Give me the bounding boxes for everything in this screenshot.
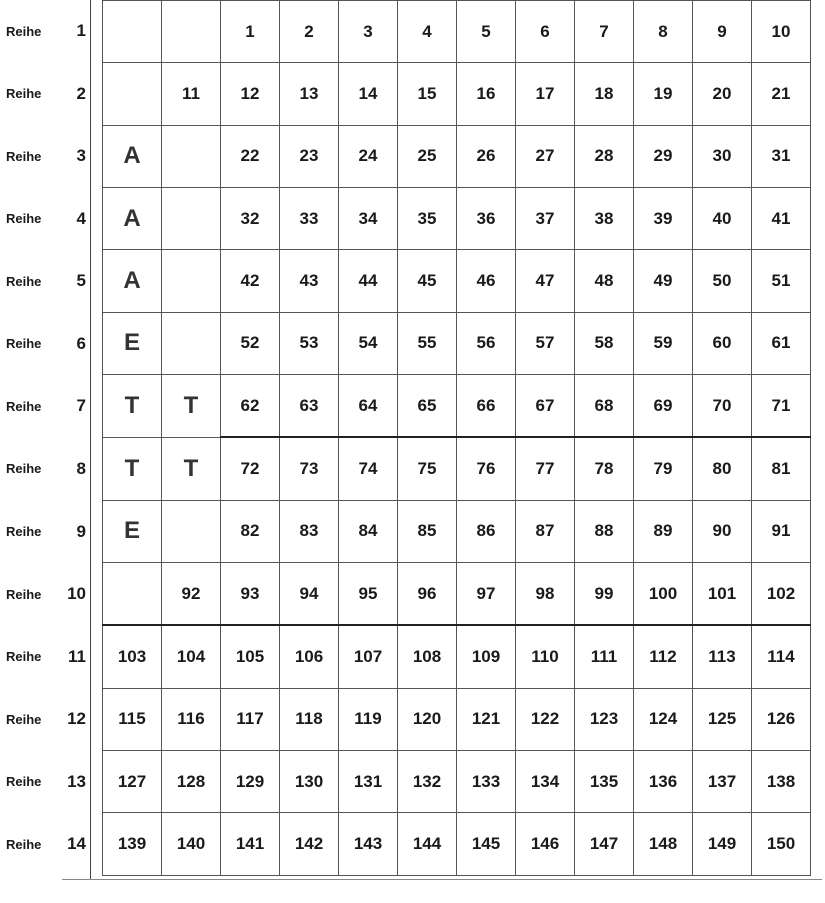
row-label	[0, 626, 92, 688]
seat-number-cell: 144	[398, 813, 457, 876]
row-label	[0, 125, 92, 187]
seat-number-cell: 103	[103, 625, 162, 688]
letter-cell: T	[103, 375, 162, 438]
seat-number-cell: 97	[457, 563, 516, 626]
seat-number-cell: 104	[162, 625, 221, 688]
seat-number-cell: 105	[221, 625, 280, 688]
seat-number-cell: 8	[634, 1, 693, 63]
seat-number-cell: 106	[280, 625, 339, 688]
row-label	[0, 375, 92, 437]
seat-number-cell: 126	[752, 688, 811, 750]
seat-number-cell: 139	[103, 813, 162, 876]
seat-number-cell: 102	[752, 563, 811, 626]
seat-number-cell: 145	[457, 813, 516, 876]
empty-cell	[103, 1, 162, 63]
seat-number-cell: 61	[752, 312, 811, 374]
seat-number-cell: 40	[693, 188, 752, 250]
seat-number-cell: 76	[457, 437, 516, 500]
seat-number-cell: 32	[221, 188, 280, 250]
row-label-word: Reihe	[6, 23, 42, 39]
seat-number-cell: 114	[752, 625, 811, 688]
seat-number-cell: 68	[575, 375, 634, 438]
seat-number-cell: 110	[516, 625, 575, 688]
seat-number-cell: 98	[516, 563, 575, 626]
row-label-number: 2	[76, 83, 86, 103]
seat-number-cell: 49	[634, 250, 693, 312]
letter-cell: E	[103, 312, 162, 374]
seat-number-cell: 43	[280, 250, 339, 312]
row-label-number: 4	[76, 208, 86, 228]
seat-number-cell: 14	[339, 63, 398, 125]
row-label-word: Reihe	[6, 398, 42, 414]
row-label-number: 3	[76, 146, 86, 166]
seat-number-cell: 71	[752, 375, 811, 438]
seat-number-cell: 115	[103, 688, 162, 750]
seat-number-cell: 89	[634, 500, 693, 562]
seat-number-cell: 149	[693, 813, 752, 876]
seat-number-cell: 17	[516, 63, 575, 125]
seat-number-cell: 124	[634, 688, 693, 750]
seat-number-cell: 2	[280, 1, 339, 63]
row-label	[0, 0, 92, 62]
row-label	[0, 63, 92, 125]
seat-number-cell: 109	[457, 625, 516, 688]
seat-number-cell: 83	[280, 500, 339, 562]
seat-number-cell: 45	[398, 250, 457, 312]
row-label	[0, 313, 92, 375]
seat-number-cell: 16	[457, 63, 516, 125]
seat-number-cell: 134	[516, 751, 575, 813]
row-label-word: Reihe	[6, 774, 42, 790]
seat-number-cell: 28	[575, 125, 634, 187]
seat-row	[103, 1, 811, 63]
seat-number-cell: 13	[280, 63, 339, 125]
seat-number-cell: 100	[634, 563, 693, 626]
seat-number-cell: 21	[752, 63, 811, 125]
seat-number-cell: 135	[575, 751, 634, 813]
seat-number-cell: 38	[575, 188, 634, 250]
seat-number-cell: 82	[221, 500, 280, 562]
row-label	[0, 563, 92, 625]
letter-cell: T	[162, 375, 221, 438]
seat-number-cell: 7	[575, 1, 634, 63]
seat-number-cell: 6	[516, 1, 575, 63]
row-label-number: 14	[67, 834, 86, 854]
seat-number-cell: 36	[457, 188, 516, 250]
seat-number-cell: 73	[280, 437, 339, 500]
seat-row	[103, 188, 811, 250]
seat-number-cell: 150	[752, 813, 811, 876]
seat-number-cell: 136	[634, 751, 693, 813]
row-label-word: Reihe	[6, 86, 42, 102]
seat-number-cell: 23	[280, 125, 339, 187]
row-label-number: 7	[76, 396, 86, 416]
seat-number-cell: 146	[516, 813, 575, 876]
row-label-number: 12	[67, 709, 86, 729]
seat-number-cell: 60	[693, 312, 752, 374]
seat-number-cell: 138	[752, 751, 811, 813]
letter-cell: T	[162, 437, 221, 500]
seat-number-cell: 27	[516, 125, 575, 187]
seat-number-cell: 118	[280, 688, 339, 750]
seat-number-cell: 101	[693, 563, 752, 626]
seat-number-cell: 148	[634, 813, 693, 876]
seat-number-cell: 132	[398, 751, 457, 813]
seat-row	[103, 563, 811, 626]
seat-number-cell: 121	[457, 688, 516, 750]
label-divider-line	[90, 0, 91, 880]
seat-number-cell: 15	[398, 63, 457, 125]
seat-number-cell: 50	[693, 250, 752, 312]
seat-number-cell: 46	[457, 250, 516, 312]
row-label	[0, 813, 92, 875]
seat-row	[103, 688, 811, 750]
seat-number-cell: 52	[221, 312, 280, 374]
row-label-word: Reihe	[6, 273, 42, 289]
seat-number-cell: 3	[339, 1, 398, 63]
seat-number-cell: 42	[221, 250, 280, 312]
seat-number-cell: 48	[575, 250, 634, 312]
letter-cell: A	[103, 125, 162, 187]
seat-number-cell: 90	[693, 500, 752, 562]
seat-number-cell: 96	[398, 563, 457, 626]
seat-number-cell: 33	[280, 188, 339, 250]
row-label-word: Reihe	[6, 711, 42, 727]
row-label	[0, 501, 92, 563]
letter-cell: A	[103, 250, 162, 312]
row-label	[0, 188, 92, 250]
seat-number-cell: 112	[634, 625, 693, 688]
seat-row	[103, 625, 811, 688]
seat-number-cell: 116	[162, 688, 221, 750]
row-label-number: 6	[76, 333, 86, 353]
seat-number-cell: 120	[398, 688, 457, 750]
seat-number-cell: 47	[516, 250, 575, 312]
seat-row	[103, 500, 811, 562]
seat-number-cell: 86	[457, 500, 516, 562]
seat-number-cell: 62	[221, 375, 280, 438]
letter-cell: E	[103, 500, 162, 562]
seat-row	[103, 751, 811, 813]
row-label-number: 9	[76, 521, 86, 541]
seat-number-cell: 59	[634, 312, 693, 374]
seat-number-cell: 67	[516, 375, 575, 438]
letter-cell: T	[103, 437, 162, 500]
bottom-line	[62, 879, 822, 880]
seat-number-cell: 64	[339, 375, 398, 438]
seat-number-cell: 92	[162, 563, 221, 626]
row-label-number: 10	[67, 584, 86, 604]
seat-number-cell: 20	[693, 63, 752, 125]
seat-number-cell: 119	[339, 688, 398, 750]
row-label-word: Reihe	[6, 649, 42, 665]
seat-number-cell: 1	[221, 1, 280, 63]
seat-number-cell: 70	[693, 375, 752, 438]
seat-number-cell: 9	[693, 1, 752, 63]
row-label-word: Reihe	[6, 836, 42, 852]
seat-number-cell: 93	[221, 563, 280, 626]
empty-cell	[103, 563, 162, 626]
seat-number-cell: 34	[339, 188, 398, 250]
seat-number-cell: 128	[162, 751, 221, 813]
seat-number-cell: 69	[634, 375, 693, 438]
seat-number-cell: 137	[693, 751, 752, 813]
row-label	[0, 438, 92, 500]
seat-number-cell: 130	[280, 751, 339, 813]
seat-number-cell: 26	[457, 125, 516, 187]
seat-number-cell: 65	[398, 375, 457, 438]
seat-table	[102, 0, 811, 876]
seat-number-cell: 123	[575, 688, 634, 750]
seat-number-cell: 58	[575, 312, 634, 374]
seat-number-cell: 11	[162, 63, 221, 125]
row-label	[0, 688, 92, 750]
seat-number-cell: 24	[339, 125, 398, 187]
seat-row	[103, 63, 811, 125]
seat-number-cell: 31	[752, 125, 811, 187]
seat-number-cell: 91	[752, 500, 811, 562]
seat-number-cell: 84	[339, 500, 398, 562]
seat-number-cell: 79	[634, 437, 693, 500]
seat-number-cell: 88	[575, 500, 634, 562]
empty-cell	[162, 250, 221, 312]
seat-number-cell: 77	[516, 437, 575, 500]
seat-number-cell: 142	[280, 813, 339, 876]
seat-number-cell: 57	[516, 312, 575, 374]
seat-number-cell: 78	[575, 437, 634, 500]
row-label-word: Reihe	[6, 524, 42, 540]
seat-number-cell: 113	[693, 625, 752, 688]
seat-number-cell: 111	[575, 625, 634, 688]
seat-number-cell: 30	[693, 125, 752, 187]
seat-number-cell: 129	[221, 751, 280, 813]
empty-cell	[162, 500, 221, 562]
seat-number-cell: 141	[221, 813, 280, 876]
seat-number-cell: 99	[575, 563, 634, 626]
seat-number-cell: 74	[339, 437, 398, 500]
seat-number-cell: 53	[280, 312, 339, 374]
seat-number-cell: 37	[516, 188, 575, 250]
seat-number-cell: 22	[221, 125, 280, 187]
empty-cell	[162, 1, 221, 63]
seat-number-cell: 72	[221, 437, 280, 500]
seat-number-cell: 4	[398, 1, 457, 63]
seat-number-cell: 35	[398, 188, 457, 250]
empty-cell	[103, 63, 162, 125]
seat-number-cell: 18	[575, 63, 634, 125]
seat-number-cell: 85	[398, 500, 457, 562]
row-label-word: Reihe	[6, 148, 42, 164]
seat-number-cell: 55	[398, 312, 457, 374]
empty-cell	[162, 312, 221, 374]
seat-number-cell: 95	[339, 563, 398, 626]
seat-number-cell: 10	[752, 1, 811, 63]
row-label	[0, 250, 92, 312]
seat-number-cell: 19	[634, 63, 693, 125]
row-label-number: 8	[76, 458, 86, 478]
seat-number-cell: 125	[693, 688, 752, 750]
seat-number-cell: 5	[457, 1, 516, 63]
row-label-word: Reihe	[6, 461, 42, 477]
seat-number-cell: 39	[634, 188, 693, 250]
seat-row	[103, 813, 811, 876]
seat-number-cell: 122	[516, 688, 575, 750]
seat-number-cell: 87	[516, 500, 575, 562]
empty-cell	[162, 188, 221, 250]
seat-grid	[102, 0, 806, 876]
seat-number-cell: 131	[339, 751, 398, 813]
empty-cell	[162, 125, 221, 187]
seat-table-body	[103, 1, 811, 876]
row-label-number: 13	[67, 771, 86, 791]
seat-number-cell: 147	[575, 813, 634, 876]
seat-row	[103, 375, 811, 438]
seat-number-cell: 75	[398, 437, 457, 500]
row-label-word: Reihe	[6, 211, 42, 227]
seat-number-cell: 41	[752, 188, 811, 250]
seat-number-cell: 127	[103, 751, 162, 813]
seat-row	[103, 312, 811, 374]
seat-number-cell: 94	[280, 563, 339, 626]
seat-number-cell: 66	[457, 375, 516, 438]
seat-number-cell: 143	[339, 813, 398, 876]
seat-number-cell: 117	[221, 688, 280, 750]
row-label-number: 5	[76, 271, 86, 291]
seat-number-cell: 29	[634, 125, 693, 187]
row-label-number: 11	[68, 646, 86, 666]
row-label-word: Reihe	[6, 586, 42, 602]
seat-number-cell: 107	[339, 625, 398, 688]
seat-number-cell: 140	[162, 813, 221, 876]
seat-number-cell: 12	[221, 63, 280, 125]
seat-number-cell: 25	[398, 125, 457, 187]
seat-number-cell: 54	[339, 312, 398, 374]
letter-cell: A	[103, 188, 162, 250]
seat-number-cell: 44	[339, 250, 398, 312]
seat-number-cell: 133	[457, 751, 516, 813]
row-label-word: Reihe	[6, 336, 42, 352]
seat-number-cell: 81	[752, 437, 811, 500]
row-label	[0, 751, 92, 813]
seat-row	[103, 437, 811, 500]
seat-row	[103, 250, 811, 312]
seat-number-cell: 51	[752, 250, 811, 312]
seat-row	[103, 125, 811, 187]
seat-number-cell: 63	[280, 375, 339, 438]
row-label-number: 1	[76, 21, 86, 40]
seat-number-cell: 56	[457, 312, 516, 374]
seat-number-cell: 80	[693, 437, 752, 500]
seat-number-cell: 108	[398, 625, 457, 688]
